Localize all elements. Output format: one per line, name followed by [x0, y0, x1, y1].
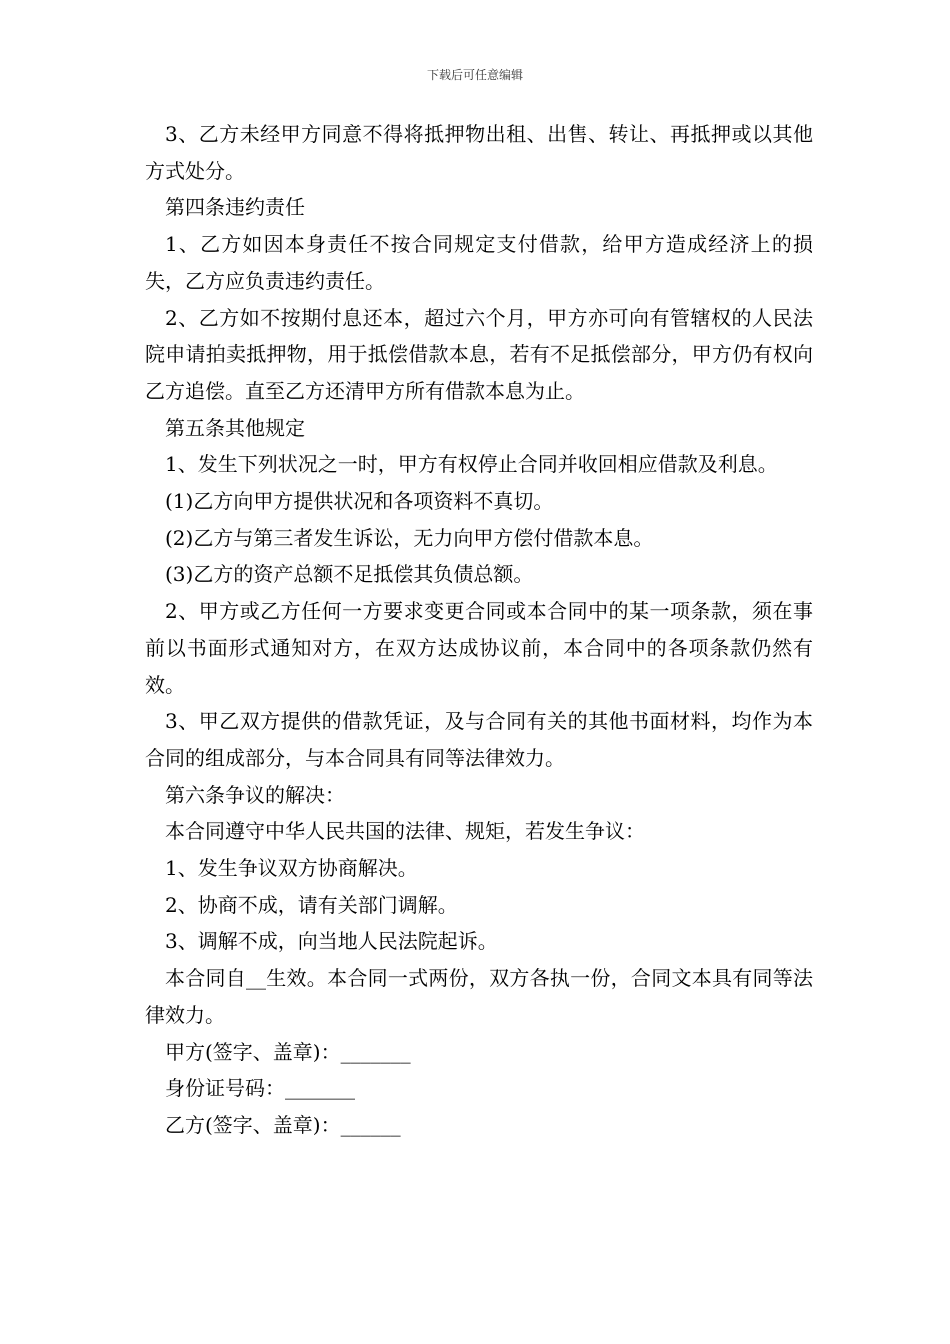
clause-6-3: 3、调解不成，向当地人民法院起诉。	[165, 929, 498, 954]
party-a-signature: 甲方(签字、盖章)：_______	[165, 1039, 411, 1064]
document-body	[145, 116, 813, 1144]
clause-4-2: 2、乙方如不按期付息还本，超过六个月，甲方亦可向有管辖权的人民法院申请拍卖抵押物，用于抵偿借款本息，若有不足抵偿部分，甲方仍有权向乙方追偿。直至乙方还清甲方所有借款本息为止。	[145, 305, 813, 403]
effective-clause: 本合同自__生效。本合同一式两份，双方各执一份，合同文本具有同等法律效力。	[145, 966, 813, 1027]
party-b-signature: 乙方(签字、盖章)：______	[165, 1112, 401, 1137]
clause-3-3: 3、乙方未经甲方同意不得将抵押物出租、出售、转让、再抵押或以其他方式处分。	[145, 122, 813, 183]
clause-5-1-item-1: (1)乙方向甲方提供状况和各项资料不真切。	[165, 489, 554, 514]
clause-5-1-item-3: (3)乙方的资产总额不足抵偿其负债总额。	[165, 562, 534, 587]
clause-5-3: 3、甲乙双方提供的借款凭证，及与合同有关的其他书面材料，均作为本合同的组成部分，与本合同具有同等法律效力。	[145, 709, 813, 770]
clause-6-1: 1、发生争议双方协商解决。	[165, 856, 418, 881]
clause-4-1: 1、乙方如因本身责任不按合同规定支付借款，给甲方造成经济上的损失，乙方应负责违约责任。	[145, 232, 813, 293]
page-header-note: 下载后可任意编辑	[426, 68, 523, 82]
clause-5-1-item-2: (2)乙方与第三者发生诉讼，无力向甲方偿付借款本息。	[165, 525, 654, 550]
article-6-intro: 本合同遵守中华人民共国的法律、规矩，若发生争议：	[165, 819, 645, 844]
clause-5-2: 2、甲方或乙方任何一方要求变更合同或本合同中的某一项条款，须在事前以书面形式通知对方，在双方达成协议前，本合同中的各项条款仍然有效。	[145, 599, 813, 697]
article-5-heading: 第五条其他规定	[165, 415, 305, 440]
article-4-heading: 第四条违约责任	[165, 195, 305, 220]
id-number-field: 身份证号码：_______	[165, 1076, 355, 1101]
article-6-heading: 第六条争议的解决：	[165, 782, 345, 807]
clause-5-1: 1、发生下列状况之一时，甲方有权停止合同并收回相应借款及利息。	[165, 452, 778, 477]
clause-6-2: 2、协商不成，请有关部门调解。	[165, 892, 458, 917]
